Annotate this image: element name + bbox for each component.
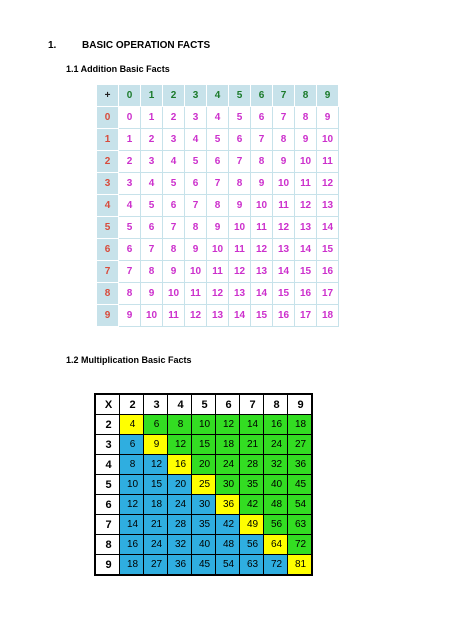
addition-cell: 15 (317, 239, 339, 261)
addition-column-header: 1 (141, 85, 163, 107)
addition-cell: 8 (229, 173, 251, 195)
multiplication-column-header: 5 (192, 394, 216, 415)
addition-row-header: 4 (97, 195, 119, 217)
addition-cell: 3 (185, 107, 207, 129)
multiplication-cell: 4 (120, 415, 144, 435)
multiplication-row-header: 8 (95, 535, 120, 555)
multiplication-row (95, 535, 312, 555)
multiplication-row (95, 515, 312, 535)
addition-cell: 10 (141, 305, 163, 327)
addition-cell: 8 (163, 239, 185, 261)
addition-cell: 7 (251, 129, 273, 151)
multiplication-cell: 16 (120, 535, 144, 555)
multiplication-cell: 16 (264, 415, 288, 435)
multiplication-cell: 12 (144, 455, 168, 475)
addition-cell: 4 (163, 151, 185, 173)
addition-column-header: 7 (273, 85, 295, 107)
multiplication-column-header: 8 (264, 394, 288, 415)
addition-cell: 11 (273, 195, 295, 217)
addition-row (97, 217, 339, 239)
multiplication-row-header: 4 (95, 455, 120, 475)
addition-cell: 9 (251, 173, 273, 195)
addition-cell: 8 (185, 217, 207, 239)
multiplication-cell: 36 (288, 455, 313, 475)
addition-column-header: 5 (229, 85, 251, 107)
multiplication-cell: 56 (240, 535, 264, 555)
multiplication-cell: 45 (288, 475, 313, 495)
multiplication-column-header: 9 (288, 394, 313, 415)
addition-cell: 13 (229, 283, 251, 305)
multiplication-heading: 1.2 Multiplication Basic Facts (66, 355, 192, 365)
addition-cell: 11 (207, 261, 229, 283)
multiplication-cell: 18 (216, 435, 240, 455)
addition-table (96, 84, 339, 327)
addition-cell: 9 (185, 239, 207, 261)
addition-cell: 12 (229, 261, 251, 283)
addition-cell: 7 (163, 217, 185, 239)
multiplication-cell: 20 (192, 455, 216, 475)
section-number: 1. (48, 40, 57, 51)
addition-cell: 3 (119, 173, 141, 195)
multiplication-cell: 48 (264, 495, 288, 515)
addition-cell: 2 (119, 151, 141, 173)
addition-row-header: 2 (97, 151, 119, 173)
addition-cell: 6 (119, 239, 141, 261)
addition-cell: 9 (119, 305, 141, 327)
multiplication-cell: 63 (240, 555, 264, 576)
multiplication-cell: 20 (168, 475, 192, 495)
addition-row (97, 239, 339, 261)
multiplication-cell: 14 (120, 515, 144, 535)
addition-cell: 8 (295, 107, 317, 129)
multiplication-column-header: 2 (120, 394, 144, 415)
addition-cell: 3 (141, 151, 163, 173)
multiplication-cell: 32 (168, 535, 192, 555)
addition-cell: 9 (273, 151, 295, 173)
multiplication-cell: 16 (168, 455, 192, 475)
multiplication-cell: 45 (192, 555, 216, 576)
multiplication-row (95, 415, 312, 435)
multiplication-cell: 6 (120, 435, 144, 455)
addition-row-header: 5 (97, 217, 119, 239)
addition-column-header: 6 (251, 85, 273, 107)
addition-cell: 11 (229, 239, 251, 261)
section-heading (48, 40, 210, 51)
addition-heading: 1.1 Addition Basic Facts (66, 64, 170, 74)
addition-column-header: 0 (119, 85, 141, 107)
addition-cell: 12 (185, 305, 207, 327)
addition-cell: 8 (207, 195, 229, 217)
multiplication-row (95, 435, 312, 455)
addition-cell: 13 (207, 305, 229, 327)
addition-cell: 8 (273, 129, 295, 151)
addition-cell: 14 (229, 305, 251, 327)
section-title: BASIC OPERATION FACTS (82, 40, 211, 51)
addition-cell: 1 (141, 107, 163, 129)
addition-row (97, 173, 339, 195)
multiplication-row (95, 495, 312, 515)
addition-cell: 3 (163, 129, 185, 151)
multiplication-cell: 28 (240, 455, 264, 475)
multiplication-cell: 8 (120, 455, 144, 475)
addition-cell: 9 (163, 261, 185, 283)
multiplication-row-header: 3 (95, 435, 120, 455)
multiplication-cell: 10 (192, 415, 216, 435)
multiplication-cell: 14 (240, 415, 264, 435)
multiplication-cell: 6 (144, 415, 168, 435)
addition-row-header: 3 (97, 173, 119, 195)
multiplication-cell: 18 (288, 415, 313, 435)
multiplication-cell: 18 (144, 495, 168, 515)
multiplication-cell: 35 (240, 475, 264, 495)
multiplication-cell: 10 (120, 475, 144, 495)
addition-column-header: 3 (185, 85, 207, 107)
addition-cell: 12 (317, 173, 339, 195)
addition-cell: 12 (295, 195, 317, 217)
multiplication-row-header: 7 (95, 515, 120, 535)
addition-cell: 7 (185, 195, 207, 217)
addition-cell: 0 (119, 107, 141, 129)
multiplication-cell: 12 (168, 435, 192, 455)
multiplication-cell: 15 (192, 435, 216, 455)
addition-cell: 10 (163, 283, 185, 305)
multiplication-cell: 27 (288, 435, 313, 455)
addition-cell: 14 (317, 217, 339, 239)
addition-cell: 9 (207, 217, 229, 239)
addition-cell: 5 (141, 195, 163, 217)
addition-cell: 1 (119, 129, 141, 151)
addition-row (97, 283, 339, 305)
multiplication-cell: 54 (288, 495, 313, 515)
multiplication-row (95, 555, 312, 576)
multiplication-cell: 36 (168, 555, 192, 576)
addition-cell: 14 (251, 283, 273, 305)
addition-cell: 10 (251, 195, 273, 217)
multiplication-cell: 12 (120, 495, 144, 515)
addition-cell: 4 (185, 129, 207, 151)
addition-cell: 15 (273, 283, 295, 305)
multiplication-cell: 32 (264, 455, 288, 475)
addition-cell: 10 (317, 129, 339, 151)
addition-cell: 16 (317, 261, 339, 283)
addition-cell: 12 (251, 239, 273, 261)
addition-row-header: 7 (97, 261, 119, 283)
addition-cell: 11 (185, 283, 207, 305)
addition-cell: 4 (119, 195, 141, 217)
multiplication-cell: 40 (192, 535, 216, 555)
addition-cell: 17 (317, 283, 339, 305)
addition-cell: 4 (207, 107, 229, 129)
multiplication-cell: 28 (168, 515, 192, 535)
multiplication-cell: 9 (144, 435, 168, 455)
multiplication-cell: 49 (240, 515, 264, 535)
addition-corner-symbol: + (97, 85, 119, 107)
addition-cell: 7 (207, 173, 229, 195)
addition-cell: 7 (229, 151, 251, 173)
addition-cell: 5 (163, 173, 185, 195)
multiplication-table (94, 393, 313, 576)
multiplication-row-header: 9 (95, 555, 120, 576)
addition-cell: 6 (185, 173, 207, 195)
multiplication-cell: 25 (192, 475, 216, 495)
addition-cell: 10 (273, 173, 295, 195)
addition-column-header: 2 (163, 85, 185, 107)
addition-cell: 15 (295, 261, 317, 283)
addition-cell: 2 (141, 129, 163, 151)
multiplication-cell: 56 (264, 515, 288, 535)
multiplication-row-header: 5 (95, 475, 120, 495)
multiplication-cell: 54 (216, 555, 240, 576)
addition-cell: 15 (251, 305, 273, 327)
multiplication-row (95, 455, 312, 475)
addition-cell: 10 (207, 239, 229, 261)
addition-cell: 16 (273, 305, 295, 327)
multiplication-cell: 30 (216, 475, 240, 495)
multiplication-column-header: 7 (240, 394, 264, 415)
addition-cell: 4 (141, 173, 163, 195)
multiplication-cell: 72 (264, 555, 288, 576)
multiplication-cell: 24 (168, 495, 192, 515)
addition-cell: 11 (295, 173, 317, 195)
addition-row-header: 6 (97, 239, 119, 261)
multiplication-cell: 42 (240, 495, 264, 515)
multiplication-cell: 36 (216, 495, 240, 515)
multiplication-cell: 81 (288, 555, 313, 576)
multiplication-cell: 72 (288, 535, 313, 555)
addition-row (97, 107, 339, 129)
addition-row (97, 151, 339, 173)
addition-cell: 5 (119, 217, 141, 239)
multiplication-cell: 21 (240, 435, 264, 455)
addition-cell: 6 (207, 151, 229, 173)
multiplication-cell: 15 (144, 475, 168, 495)
addition-cell: 6 (141, 217, 163, 239)
multiplication-cell: 30 (192, 495, 216, 515)
addition-row-header: 0 (97, 107, 119, 129)
addition-cell: 8 (251, 151, 273, 173)
addition-row (97, 195, 339, 217)
addition-cell: 10 (295, 151, 317, 173)
addition-cell: 10 (229, 217, 251, 239)
addition-cell: 5 (185, 151, 207, 173)
multiplication-cell: 40 (264, 475, 288, 495)
addition-cell: 13 (317, 195, 339, 217)
addition-cell: 11 (163, 305, 185, 327)
multiplication-cell: 24 (144, 535, 168, 555)
addition-row (97, 261, 339, 283)
addition-row-header: 8 (97, 283, 119, 305)
multiplication-row (95, 475, 312, 495)
addition-cell: 6 (229, 129, 251, 151)
addition-cell: 9 (295, 129, 317, 151)
multiplication-row-header: 2 (95, 415, 120, 435)
addition-cell: 18 (317, 305, 339, 327)
addition-cell: 9 (229, 195, 251, 217)
multiplication-column-header: 3 (144, 394, 168, 415)
addition-cell: 14 (273, 261, 295, 283)
addition-cell: 7 (141, 239, 163, 261)
multiplication-cell: 35 (192, 515, 216, 535)
addition-cell: 8 (141, 261, 163, 283)
multiplication-cell: 63 (288, 515, 313, 535)
addition-cell: 12 (273, 217, 295, 239)
addition-cell: 9 (317, 107, 339, 129)
multiplication-cell: 24 (216, 455, 240, 475)
addition-cell: 13 (251, 261, 273, 283)
multiplication-cell: 18 (120, 555, 144, 576)
addition-cell: 8 (119, 283, 141, 305)
addition-row (97, 305, 339, 327)
addition-cell: 5 (207, 129, 229, 151)
addition-cell: 12 (207, 283, 229, 305)
multiplication-column-header: 4 (168, 394, 192, 415)
addition-cell: 6 (251, 107, 273, 129)
addition-cell: 7 (119, 261, 141, 283)
multiplication-cell: 12 (216, 415, 240, 435)
multiplication-cell: 64 (264, 535, 288, 555)
addition-column-header: 9 (317, 85, 339, 107)
addition-cell: 7 (273, 107, 295, 129)
addition-cell: 10 (185, 261, 207, 283)
multiplication-cell: 42 (216, 515, 240, 535)
multiplication-row-header: 6 (95, 495, 120, 515)
addition-row-header: 1 (97, 129, 119, 151)
addition-cell: 2 (163, 107, 185, 129)
multiplication-column-header: 6 (216, 394, 240, 415)
addition-cell: 13 (295, 217, 317, 239)
multiplication-header-row (95, 394, 312, 415)
addition-cell: 14 (295, 239, 317, 261)
multiplication-cell: 8 (168, 415, 192, 435)
addition-row-header: 9 (97, 305, 119, 327)
addition-cell: 9 (141, 283, 163, 305)
addition-header-row (97, 85, 339, 107)
addition-column-header: 8 (295, 85, 317, 107)
addition-cell: 5 (229, 107, 251, 129)
addition-cell: 16 (295, 283, 317, 305)
multiplication-cell: 21 (144, 515, 168, 535)
addition-cell: 11 (317, 151, 339, 173)
multiplication-corner-symbol: X (95, 394, 120, 415)
addition-cell: 11 (251, 217, 273, 239)
addition-cell: 13 (273, 239, 295, 261)
addition-cell: 6 (163, 195, 185, 217)
addition-row (97, 129, 339, 151)
multiplication-cell: 48 (216, 535, 240, 555)
addition-cell: 17 (295, 305, 317, 327)
addition-column-header: 4 (207, 85, 229, 107)
multiplication-cell: 27 (144, 555, 168, 576)
multiplication-cell: 24 (264, 435, 288, 455)
